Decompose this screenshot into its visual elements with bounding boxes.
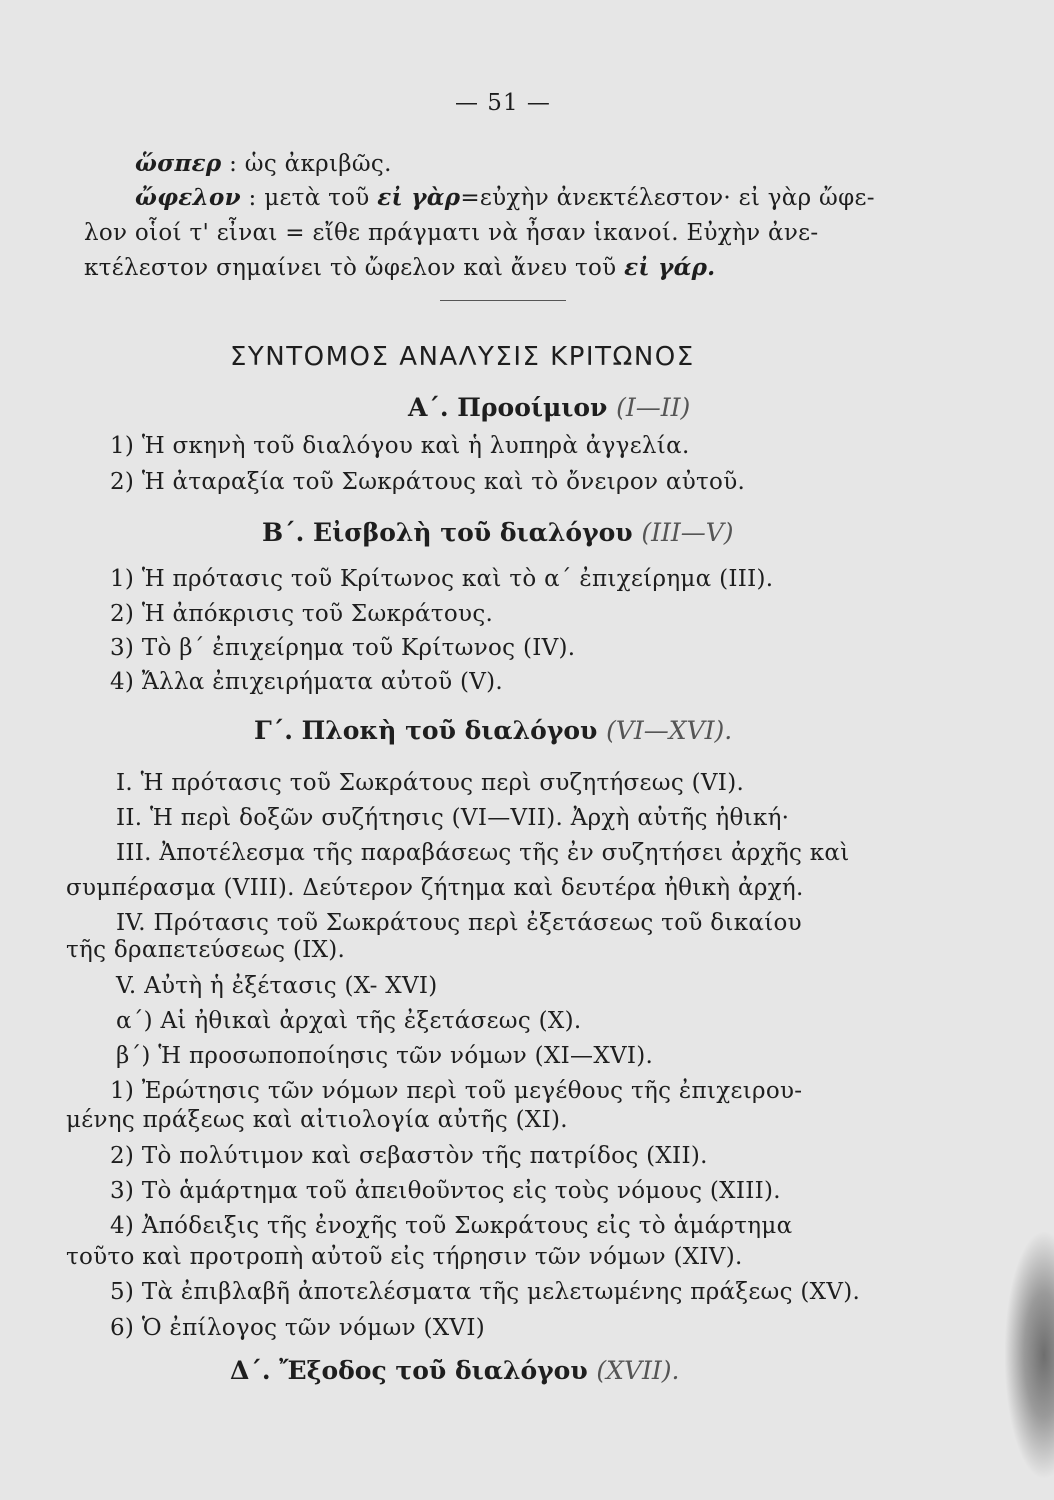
section-heading-d: Δ΄. Ἔξοδος τοῦ διαλόγου (XVII). [230,1356,680,1385]
gloss-line-2 [135,184,875,212]
gloss-term: ὤφελον [135,184,241,211]
list-item: III. Ἀποτέλεσμα τῆς παραβάσεως τῆς ἐν συζητήσει ἀρχῆς καὶ [116,840,850,866]
list-item: 4) Ἀπόδειξις τῆς ἐνοχῆς τοῦ Σωκράτους εἰς τὸ ἁμάρτημα [110,1213,793,1239]
separator-rule [440,300,566,301]
list-item: 3) Τὸ ἁμάρτημα τοῦ ἀπειθοῦντος εἰς τοὺς νόμους (XIII). [110,1178,781,1204]
list-item: α΄) Αἱ ἠθικαὶ ἀρχαὶ τῆς ἐξετάσεως (X). [116,1008,582,1034]
gloss-text: =εὐχὴν ἀνεκτέλεστον· εἰ γὰρ ὤφε- [460,185,875,211]
list-item: συμπέρασμα (VIII). Δεύτερον ζήτημα καὶ δευτέρα ἠθικὴ ἀρχή. [66,875,804,901]
list-item: 3) Τὸ β΄ ἐπιχείρημα τοῦ Κρίτωνος (IV). [110,635,576,661]
list-item: 2) Τὸ πολύτιμον καὶ σεβαστὸν τῆς πατρίδος (XII). [110,1143,708,1169]
list-item: 2) Ἡ ἀπόκρισις τοῦ Σωκράτους. [110,601,494,627]
list-item: τῆς δραπετεύσεως (IX). [66,937,346,963]
gloss-line-3: λον οἷοί τ' εἶναι = εἴθε πράγματι νὰ ἦσαν ἱκανοί. Εὐχὴν ἀνε- [84,220,819,246]
gloss-term: ὥσπερ [135,150,222,177]
gloss-line-1 [135,150,392,178]
list-item: II. Ἡ περὶ δοξῶν συζήτησις (VI—VII). Ἀρχὴ αὐτῆς ἠθική· [116,805,790,831]
list-item: τοῦτο καὶ προτροπὴ αὐτοῦ εἰς τήρησιν τῶν νόμων (XIV). [66,1244,743,1270]
list-item: V. Αὐτὴ ἡ ἐξέτασις (X- XVI) [116,973,438,999]
gloss-line-4 [84,254,715,282]
list-item: 1) Ἡ πρότασις τοῦ Κρίτωνος καὶ τὸ α΄ ἐπιχείρημα (III). [110,566,774,592]
list-item: 5) Τὰ ἐπιβλαβῆ ἀποτελέσματα τῆς μελετωμένης πράξεως (XV). [110,1279,861,1305]
gloss-term: εἰ γάρ. [624,254,716,281]
list-item: 2) Ἡ ἀταραξία τοῦ Σωκράτους καὶ τὸ ὄνειρον αὐτοῦ. [110,469,746,495]
section-heading-b: Β΄. Εἰσβολὴ τοῦ διαλόγου (III—V) [262,518,734,547]
list-item: μένης πράξεως καὶ αἰτιολογία αὐτῆς (XI). [66,1107,568,1133]
section-title: ΣΥΝΤΟΜΟΣ ΑΝΑΛΥΣΙΣ ΚΡΙΤΩΝΟΣ [230,342,695,372]
gloss-text: : μετὰ τοῦ [248,185,378,211]
gloss-term: εἰ γὰρ [377,184,461,211]
page-stain [1004,1230,1054,1480]
gloss-text: : ὡς ἀκριβῶς. [229,151,392,177]
list-item: I. Ἡ πρότασις τοῦ Σωκράτους περὶ συζητήσεως (VI). [116,770,745,796]
list-item: 4) Ἄλλα ἐπιχειρήματα αὐτοῦ (V). [110,669,504,695]
list-item: 1) Ἡ σκηνὴ τοῦ διαλόγου καὶ ἡ λυπηρὰ ἀγγελία. [110,433,690,459]
list-item: 6) Ὁ ἐπίλογος τῶν νόμων (XVI) [110,1315,485,1341]
gloss-text: κτέλεστον σημαίνει τὸ ὤφελον καὶ ἄνευ τοῦ [84,255,625,281]
section-heading-a: Α΄. Προοίμιον (I—II) [408,393,691,422]
section-heading-c: Γ΄. Πλοκὴ τοῦ διαλόγου (VI—XVI). [254,716,733,745]
list-item: β΄) Ἡ προσωποποίησις τῶν νόμων (XI—XVI). [116,1043,654,1069]
page-number: — 51 — [455,90,551,116]
list-item: IV. Πρότασις τοῦ Σωκράτους περὶ ἐξετάσεως τοῦ δικαίου [116,910,802,936]
list-item: 1) Ἐρώτησις τῶν νόμων περὶ τοῦ μεγέθους τῆς ἐπιχειρου- [110,1078,803,1104]
